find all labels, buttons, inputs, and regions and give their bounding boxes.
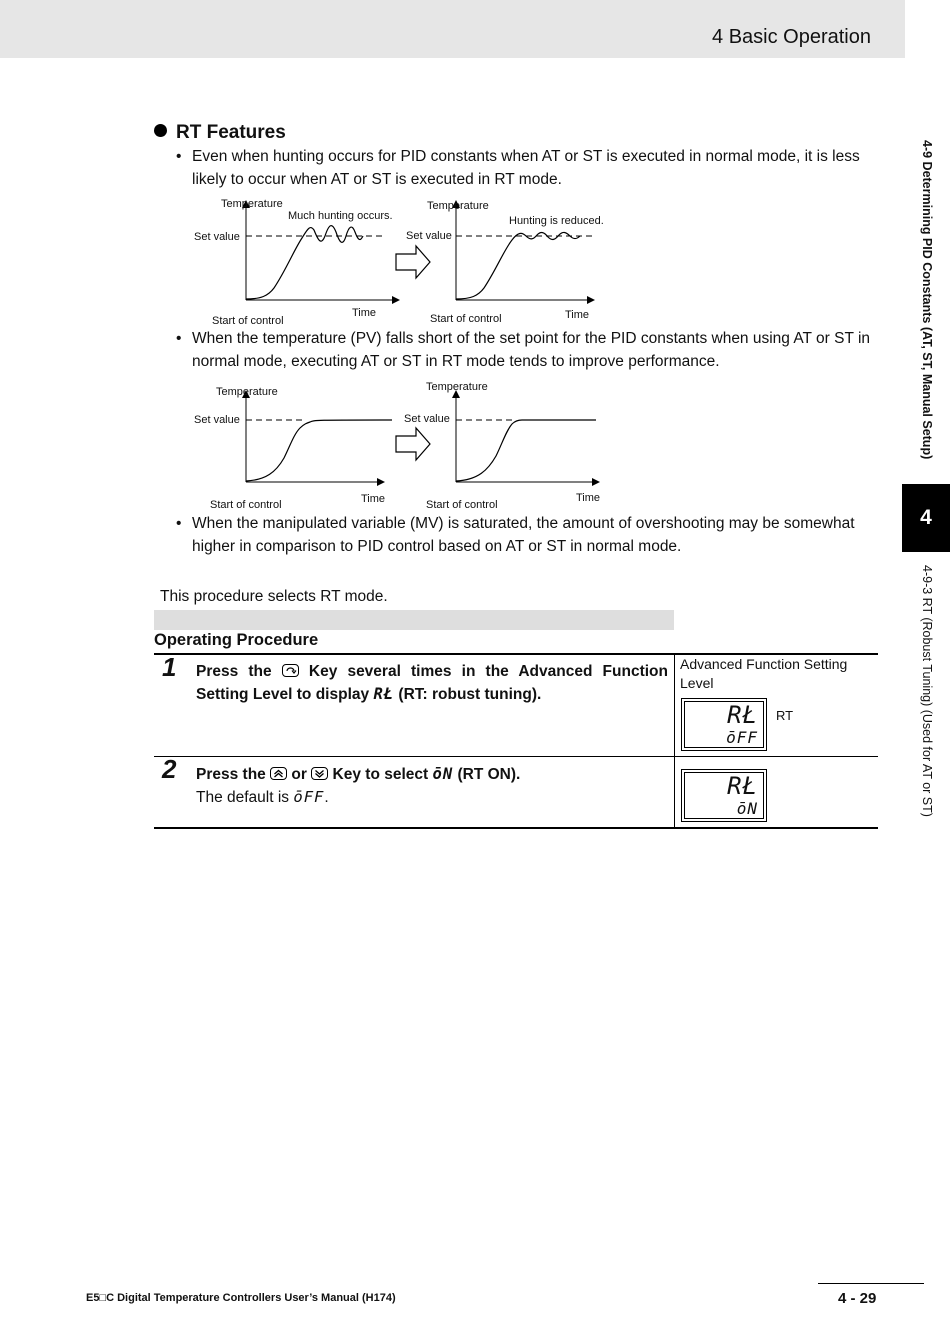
footer-manual-title: E5□C Digital Temperature Controllers User’s Manual (H174) — [86, 1292, 396, 1304]
set-value-label-3: Set value — [194, 414, 240, 426]
time-label-4: Time — [576, 492, 601, 504]
lcd1-tag: RT — [776, 708, 794, 723]
bullet-dot-icon — [154, 124, 167, 137]
temperature-label-2: Temperature — [427, 200, 489, 212]
lcd2-top: RŁ — [727, 772, 758, 800]
table-row-divider — [154, 756, 878, 757]
set-value-label-4: Set value — [404, 413, 450, 425]
hunting-reduced-label: Hunting is reduced. — [509, 215, 604, 227]
bullet-2-text: When the temperature (PV) falls short of the set point for the PID constants when using AT or ST in normal mode, executing AT or ST in RT mode tends to improve performance. — [192, 330, 871, 370]
set-value-label-1: Set value — [194, 231, 240, 243]
start-label-2: Start of control — [430, 313, 502, 325]
start-label-4: Start of control — [426, 499, 498, 511]
time-label-3: Time — [361, 493, 386, 505]
operating-procedure-title: Operating Procedure — [154, 631, 319, 649]
rt-segment-text: RŁ — [373, 685, 395, 703]
footer-page-number: 4 - 29 — [838, 1290, 877, 1307]
bullet-1-text: Even when hunting occurs for PID constants when AT or ST is executed in normal mode, it is less likely to occur when AT or ST is executed in RT mode. — [192, 148, 860, 188]
chapter-tab: 4 — [902, 484, 950, 552]
bullet-2: • When the temperature (PV) falls short of the set point for the PID constants when using AT or ST in normal mode, executing AT or ST in RT mode tends to improve performance. — [176, 327, 881, 373]
side-subsection-title: 4-9-3 RT (Robust Tuning) (Used for AT or ST) — [920, 565, 934, 817]
much-hunting-label: Much hunting occurs. — [288, 210, 393, 222]
header-bar — [0, 0, 905, 58]
footer-rule — [818, 1283, 924, 1284]
up-key-icon — [270, 767, 287, 780]
start-label-3: Start of control — [210, 499, 282, 511]
rt-features-heading: RT Features — [154, 122, 286, 144]
advanced-function-level-label: Advanced Function Setting Level — [680, 656, 848, 691]
on-segment-text: ōN — [432, 765, 454, 783]
procedure-gray-bar — [154, 610, 674, 630]
chapter-title: 4 Basic Operation — [712, 26, 871, 48]
falls-short-diagram — [186, 376, 626, 516]
step-1-number: 1 — [162, 652, 177, 682]
temperature-label-4: Temperature — [426, 381, 488, 393]
lcd2-bottom: ōN — [736, 799, 758, 818]
set-value-label-2: Set value — [406, 230, 452, 242]
hunting-diagram — [186, 192, 626, 332]
bullet-3-text: When the manipulated variable (MV) is saturated, the amount of overshooting may be somewhat higher in comparison to PID control based on AT or ST in normal mode. — [192, 515, 855, 555]
procedure-intro: This procedure selects RT mode. — [160, 588, 388, 605]
temperature-label-3: Temperature — [216, 386, 278, 398]
side-section-title: 4-9 Determining PID Constants (AT, ST, Manual Setup) — [920, 140, 934, 460]
bullet-1: • Even when hunting occurs for PID constants when AT or ST is executed in normal mode, it is less likely to occur when AT or ST is executed in RT mode. — [176, 145, 881, 191]
down-key-icon — [311, 767, 328, 780]
step-1-text: Press the Key several times in the Advanced Function Setting Level to display RŁ (RT: robust tuning). — [196, 663, 668, 703]
table-bottom-rule — [154, 827, 878, 829]
lcd-display-rt-on — [681, 769, 767, 822]
table-column-divider — [674, 655, 675, 828]
time-label-1: Time — [352, 307, 377, 319]
mode-key-icon — [282, 664, 299, 677]
off-segment-text: ōFF — [293, 788, 325, 806]
time-label-2: Time — [565, 309, 590, 321]
temperature-label-1: Temperature — [221, 198, 283, 210]
lcd1-top: RŁ — [727, 701, 758, 729]
step-2-number: 2 — [162, 754, 177, 784]
bullet-3: • When the manipulated variable (MV) is saturated, the amount of overshooting may be somewhat higher in comparison to PID control based on AT or ST in normal mode. — [176, 512, 881, 558]
lcd1-bottom: ōFF — [726, 728, 758, 747]
start-label-1: Start of control — [212, 315, 284, 327]
step-2-text: Press the or Key to select ōN (RT ON). The default is ōFF. — [196, 765, 521, 806]
lcd-display-rt-off — [681, 698, 767, 751]
